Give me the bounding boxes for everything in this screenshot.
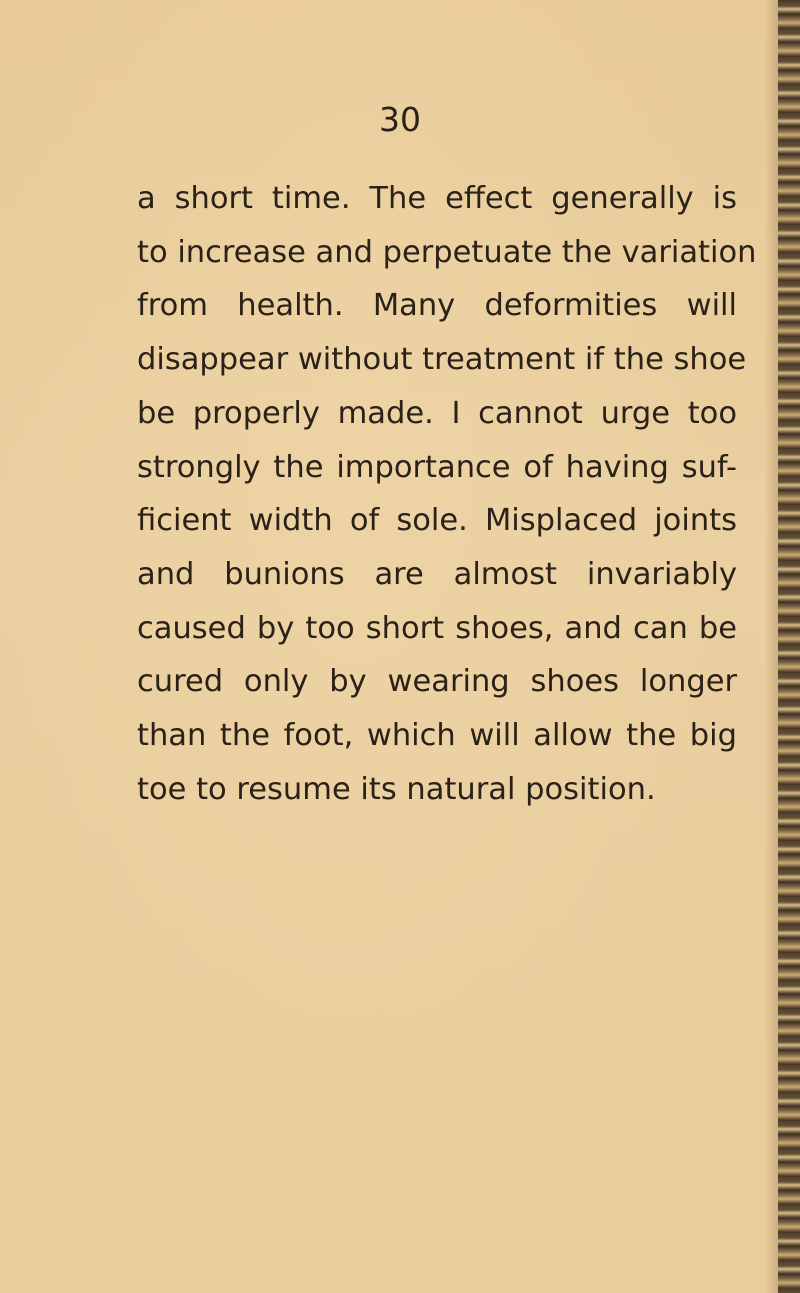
text-line: be properly made. I cannot urge too — [137, 395, 737, 431]
text-line: and bunions are almost invariably — [137, 556, 737, 592]
text-line: strongly the importance of having suf- — [137, 449, 737, 485]
page-number: 30 — [379, 100, 421, 139]
text-line: from health. Many deformities will — [137, 288, 737, 324]
text-line: caused by too short shoes, and can be — [137, 610, 737, 646]
text-line: a short time. The effect generally is — [137, 181, 737, 216]
text-line-last: toe to resume its natural position. — [137, 771, 656, 807]
text-line: disappear without treatment if the shoe — [137, 342, 747, 378]
text-line: cured only by wearing shoes longer — [137, 664, 737, 700]
text-line: than the foot, which will allow the big — [137, 718, 737, 754]
binding-edge — [778, 0, 800, 1293]
body-text — [137, 172, 757, 816]
text-line: to increase and perpetuate the variation — [137, 234, 757, 270]
binding-shadow — [764, 0, 778, 1293]
text-line: ficient width of sole. Misplaced joints — [137, 503, 737, 539]
